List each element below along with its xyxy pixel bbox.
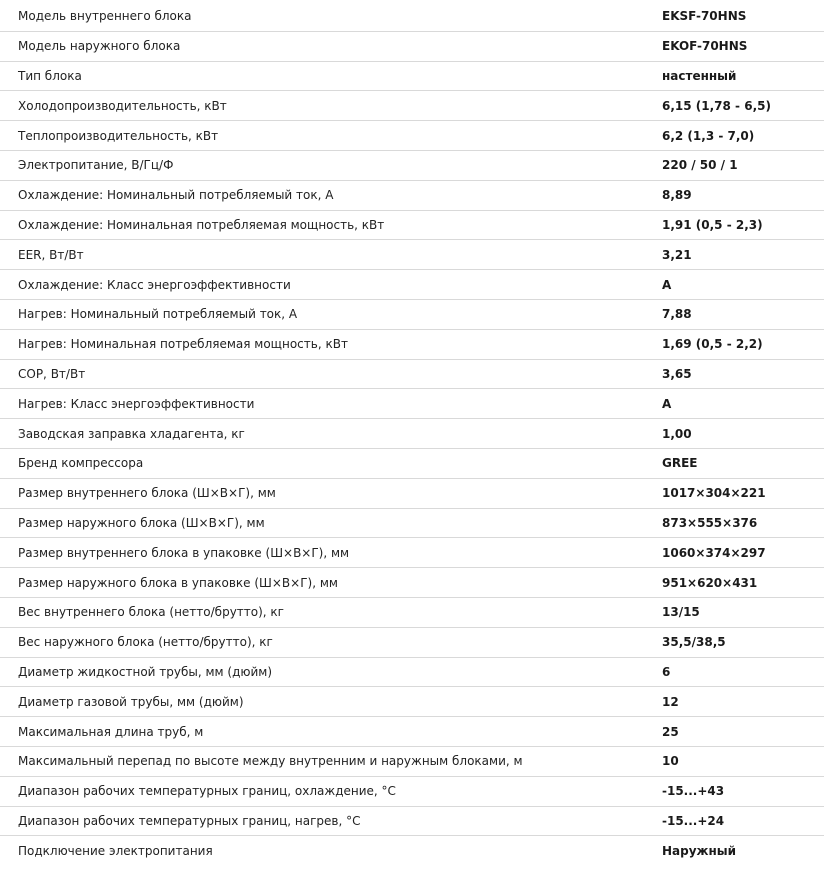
spec-value: 3,21 (662, 247, 692, 262)
spec-label: Подключение электропитания (18, 844, 213, 859)
spec-label: Диапазон рабочих температурных границ, нагрев, °С (18, 813, 361, 828)
spec-row (0, 330, 824, 360)
spec-value: -15...+24 (662, 813, 725, 828)
spec-value: -15...+43 (662, 784, 725, 799)
spec-label: Размер внутреннего блока (Ш×В×Г), мм (18, 486, 276, 501)
spec-value: 1,69 (0,5 - 2,2) (662, 337, 763, 352)
spec-label: Максимальная длина труб, м (18, 724, 204, 739)
spec-value: 35,5/38,5 (662, 635, 726, 650)
spec-row (0, 777, 824, 807)
spec-row (0, 628, 824, 658)
spec-value: 8,89 (662, 188, 692, 203)
spec-row (0, 687, 824, 717)
spec-label: Охлаждение: Номинальный потребляемый ток, А (18, 188, 334, 203)
spec-value: 1017×304×221 (662, 486, 766, 501)
spec-label: Вес наружного блока (нетто/брутто), кг (18, 635, 273, 650)
spec-label: Размер наружного блока в упаковке (Ш×В×Г), мм (18, 575, 338, 590)
spec-label: Диаметр газовой трубы, мм (дюйм) (18, 694, 244, 709)
spec-row (0, 211, 824, 241)
spec-value: 220 / 50 / 1 (662, 158, 738, 173)
spec-value: 10 (662, 754, 679, 769)
spec-row (0, 360, 824, 390)
spec-label: Теплопроизводительность, кВт (18, 128, 219, 143)
spec-value: Наружный (662, 844, 737, 859)
spec-value: 1,91 (0,5 - 2,3) (662, 217, 763, 232)
spec-label: Диапазон рабочих температурных границ, охлаждение, °С (18, 784, 396, 799)
spec-row (0, 151, 824, 181)
spec-value: GREE (662, 456, 698, 471)
spec-value: 951×620×431 (662, 575, 758, 590)
spec-row (0, 270, 824, 300)
spec-label: COP, Вт/Вт (18, 366, 86, 381)
spec-value: A (662, 396, 672, 411)
spec-row (0, 300, 824, 330)
spec-value: 13/15 (662, 605, 700, 620)
spec-value: 25 (662, 724, 679, 739)
spec-value: A (662, 277, 672, 292)
spec-row (0, 389, 824, 419)
spec-label: Модель внутреннего блока (18, 9, 192, 24)
spec-value: 3,65 (662, 366, 692, 381)
spec-value: 6 (662, 664, 671, 679)
spec-label: Максимальный перепад по высоте между внутренним и наружным блоками, м (18, 754, 523, 769)
spec-row (0, 598, 824, 628)
spec-label: Охлаждение: Класс энергоэффективности (18, 277, 291, 292)
spec-value: 1,00 (662, 426, 692, 441)
spec-label: Нагрев: Номинальная потребляемая мощность, кВт (18, 337, 348, 352)
spec-value: 7,88 (662, 307, 692, 322)
spec-row (0, 181, 824, 211)
spec-label: Диаметр жидкостной трубы, мм (дюйм) (18, 664, 273, 679)
spec-label: Размер наружного блока (Ш×В×Г), мм (18, 515, 265, 530)
spec-label: Заводская заправка хладагента, кг (18, 426, 245, 441)
spec-label: Модель наружного блока (18, 39, 181, 54)
spec-label: Холодопроизводительность, кВт (18, 98, 227, 113)
spec-row (0, 658, 824, 688)
spec-row (0, 2, 824, 32)
spec-row (0, 419, 824, 449)
specifications-table (0, 2, 824, 866)
spec-row (0, 807, 824, 837)
spec-row (0, 747, 824, 777)
spec-label: Электропитание, В/Гц/Ф (18, 158, 174, 173)
spec-value: EKSF-70HNS (662, 9, 747, 24)
spec-value: EKOF-70HNS (662, 39, 748, 54)
spec-value: 873×555×376 (662, 515, 758, 530)
spec-label: Бренд компрессора (18, 456, 144, 471)
spec-row (0, 479, 824, 509)
spec-row (0, 62, 824, 92)
spec-value: 6,2 (1,3 - 7,0) (662, 128, 755, 143)
spec-label: Вес внутреннего блока (нетто/брутто), кг (18, 605, 284, 620)
spec-label: Тип блока (18, 68, 82, 83)
spec-label: EER, Вт/Вт (18, 247, 84, 262)
spec-row (0, 717, 824, 747)
spec-row (0, 538, 824, 568)
spec-row (0, 568, 824, 598)
spec-value: 12 (662, 694, 679, 709)
spec-value: настенный (662, 68, 737, 83)
spec-row (0, 32, 824, 62)
spec-row (0, 121, 824, 151)
spec-label: Нагрев: Номинальный потребляемый ток, А (18, 307, 298, 322)
spec-value: 1060×374×297 (662, 545, 766, 560)
spec-label: Нагрев: Класс энергоэффективности (18, 396, 255, 411)
spec-label: Охлаждение: Номинальная потребляемая мощность, кВт (18, 217, 385, 232)
spec-row (0, 836, 824, 866)
spec-value: 6,15 (1,78 - 6,5) (662, 98, 771, 113)
spec-row (0, 240, 824, 270)
spec-row (0, 449, 824, 479)
spec-row (0, 509, 824, 539)
spec-row (0, 91, 824, 121)
spec-label: Размер внутреннего блока в упаковке (Ш×В×Г), мм (18, 545, 350, 560)
